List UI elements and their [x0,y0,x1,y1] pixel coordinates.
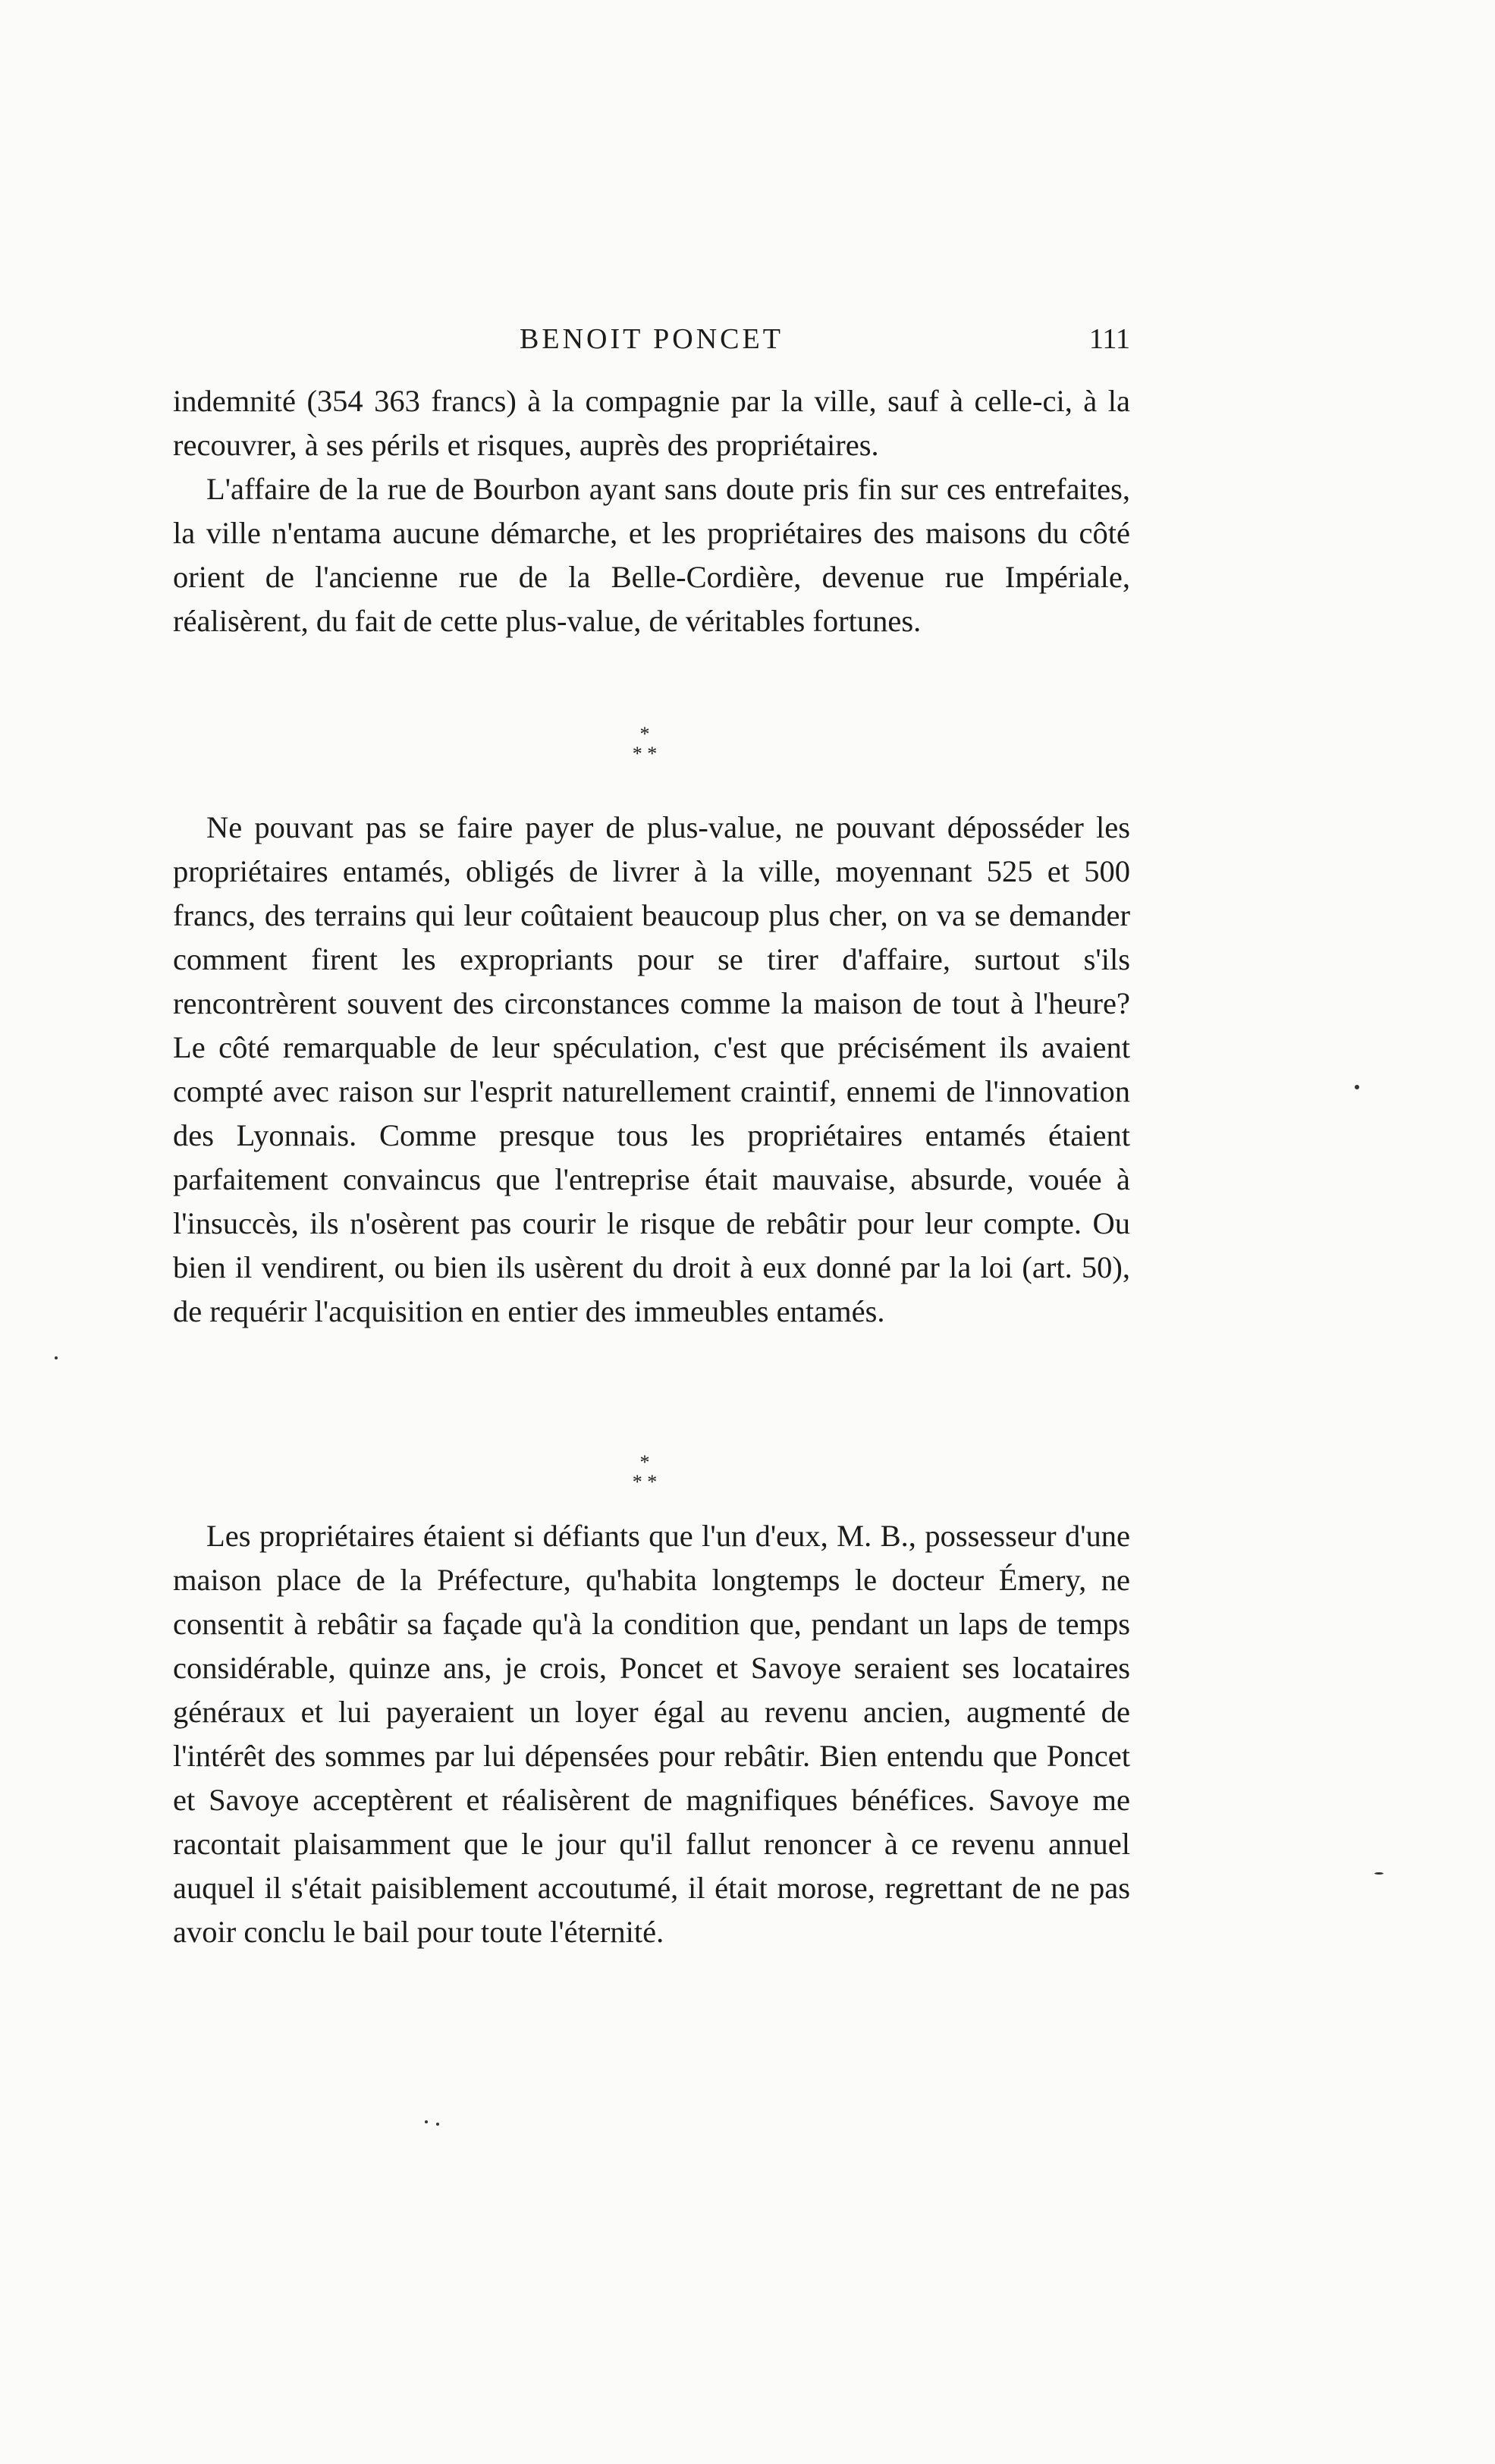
page-number: 111 [1088,323,1130,355]
paragraph-3: Ne pouvant pas se faire payer de plus-value, ne pouvant déposséder les propriétaires entamés, obligés de livrer à la ville, moyennant 525 et 500 francs, des terrains qui leur coûtaient beaucoup plus cher, on va se demander comment firent les expropriants pour se tirer d'affaire, surtout s'ils rencontrèrent souvent des circonstances comme la maison de tout à l'heure? Le côté remarquable de leur spéculation, c'est que précisément ils avaient compté avec raison sur l'esprit naturellement craintif, ennemi de l'innovation des Lyonnais. Comme presque tous les propriétaires entamés étaient parfaitement convaincus que l'entreprise était mauvaise, absurde, vouée à l'insuccès, ils n'osèrent pas courir le risque de rebâtir pour leur compte. Ou bien il vendirent, ou bien ils usèrent du droit à eux donné par la loi (art. 50), de requérir l'acquisition en entier des immeubles entamés. [173,810,1130,1328]
running-head [173,322,1130,368]
text-block-2 [173,806,1130,1334]
scan-speck [1374,1872,1384,1875]
asterism-top-star: * [639,723,650,745]
asterism-bottom-stars: * * [632,743,658,765]
running-title: BENOIT PONCET [520,323,784,355]
text-block-3 [173,1514,1130,1954]
paragraph-4: Les propriétaires étaient si défiants que l'un d'eux, M. B., possesseur d'une maison place de la Préfecture, qu'habita longtemps le docteur Émery, ne consentit à rebâtir sa façade qu'à la condition que, pendant un laps de temps considérable, quinze ans, je crois, Poncet et Savoye seraient ses locataires généraux et lui payeraient un loyer égal au revenu ancien, augmenté de l'intérêt des sommes par lui dépensées pour rebâtir. Bien entendu que Poncet et Savoye acceptèrent et réalisèrent de magnifiques bénéfices. Savoye me racontait plaisamment que le jour qu'il fallut renoncer à ce revenu annuel auquel il s'était paisiblement accoutumé, il était morose, regrettant de ne pas avoir conclu le bail pour toute l'éternité. [173,1519,1130,1949]
asterism-top-star: * [639,1451,650,1473]
scan-speck [425,2120,428,2123]
asterism-bottom-stars: * * [632,1471,658,1493]
scan-speck [1355,1085,1359,1089]
section-asterism-2 [592,1453,698,1492]
section-asterism-1 [592,724,698,764]
text-block-1 [173,379,1130,643]
scan-speck [55,1356,58,1359]
scan-speck [436,2123,439,2126]
paragraph-2: L'affaire de la rue de Bourbon ayant sans doute pris fin sur ces entrefaites, la ville n'entama aucune démarche, et les propriétaires des maisons du côté orient de l'ancienne rue de la Belle-Cordière, devenue rue Impériale, réalisèrent, du fait de cette plus-value, de véritables fortunes. [173,472,1130,638]
paragraph-1: indemnité (354 363 francs) à la compagnie par la ville, sauf à celle-ci, à la recouvrer, à ses périls et risques, auprès des propriétaires. [173,384,1130,462]
